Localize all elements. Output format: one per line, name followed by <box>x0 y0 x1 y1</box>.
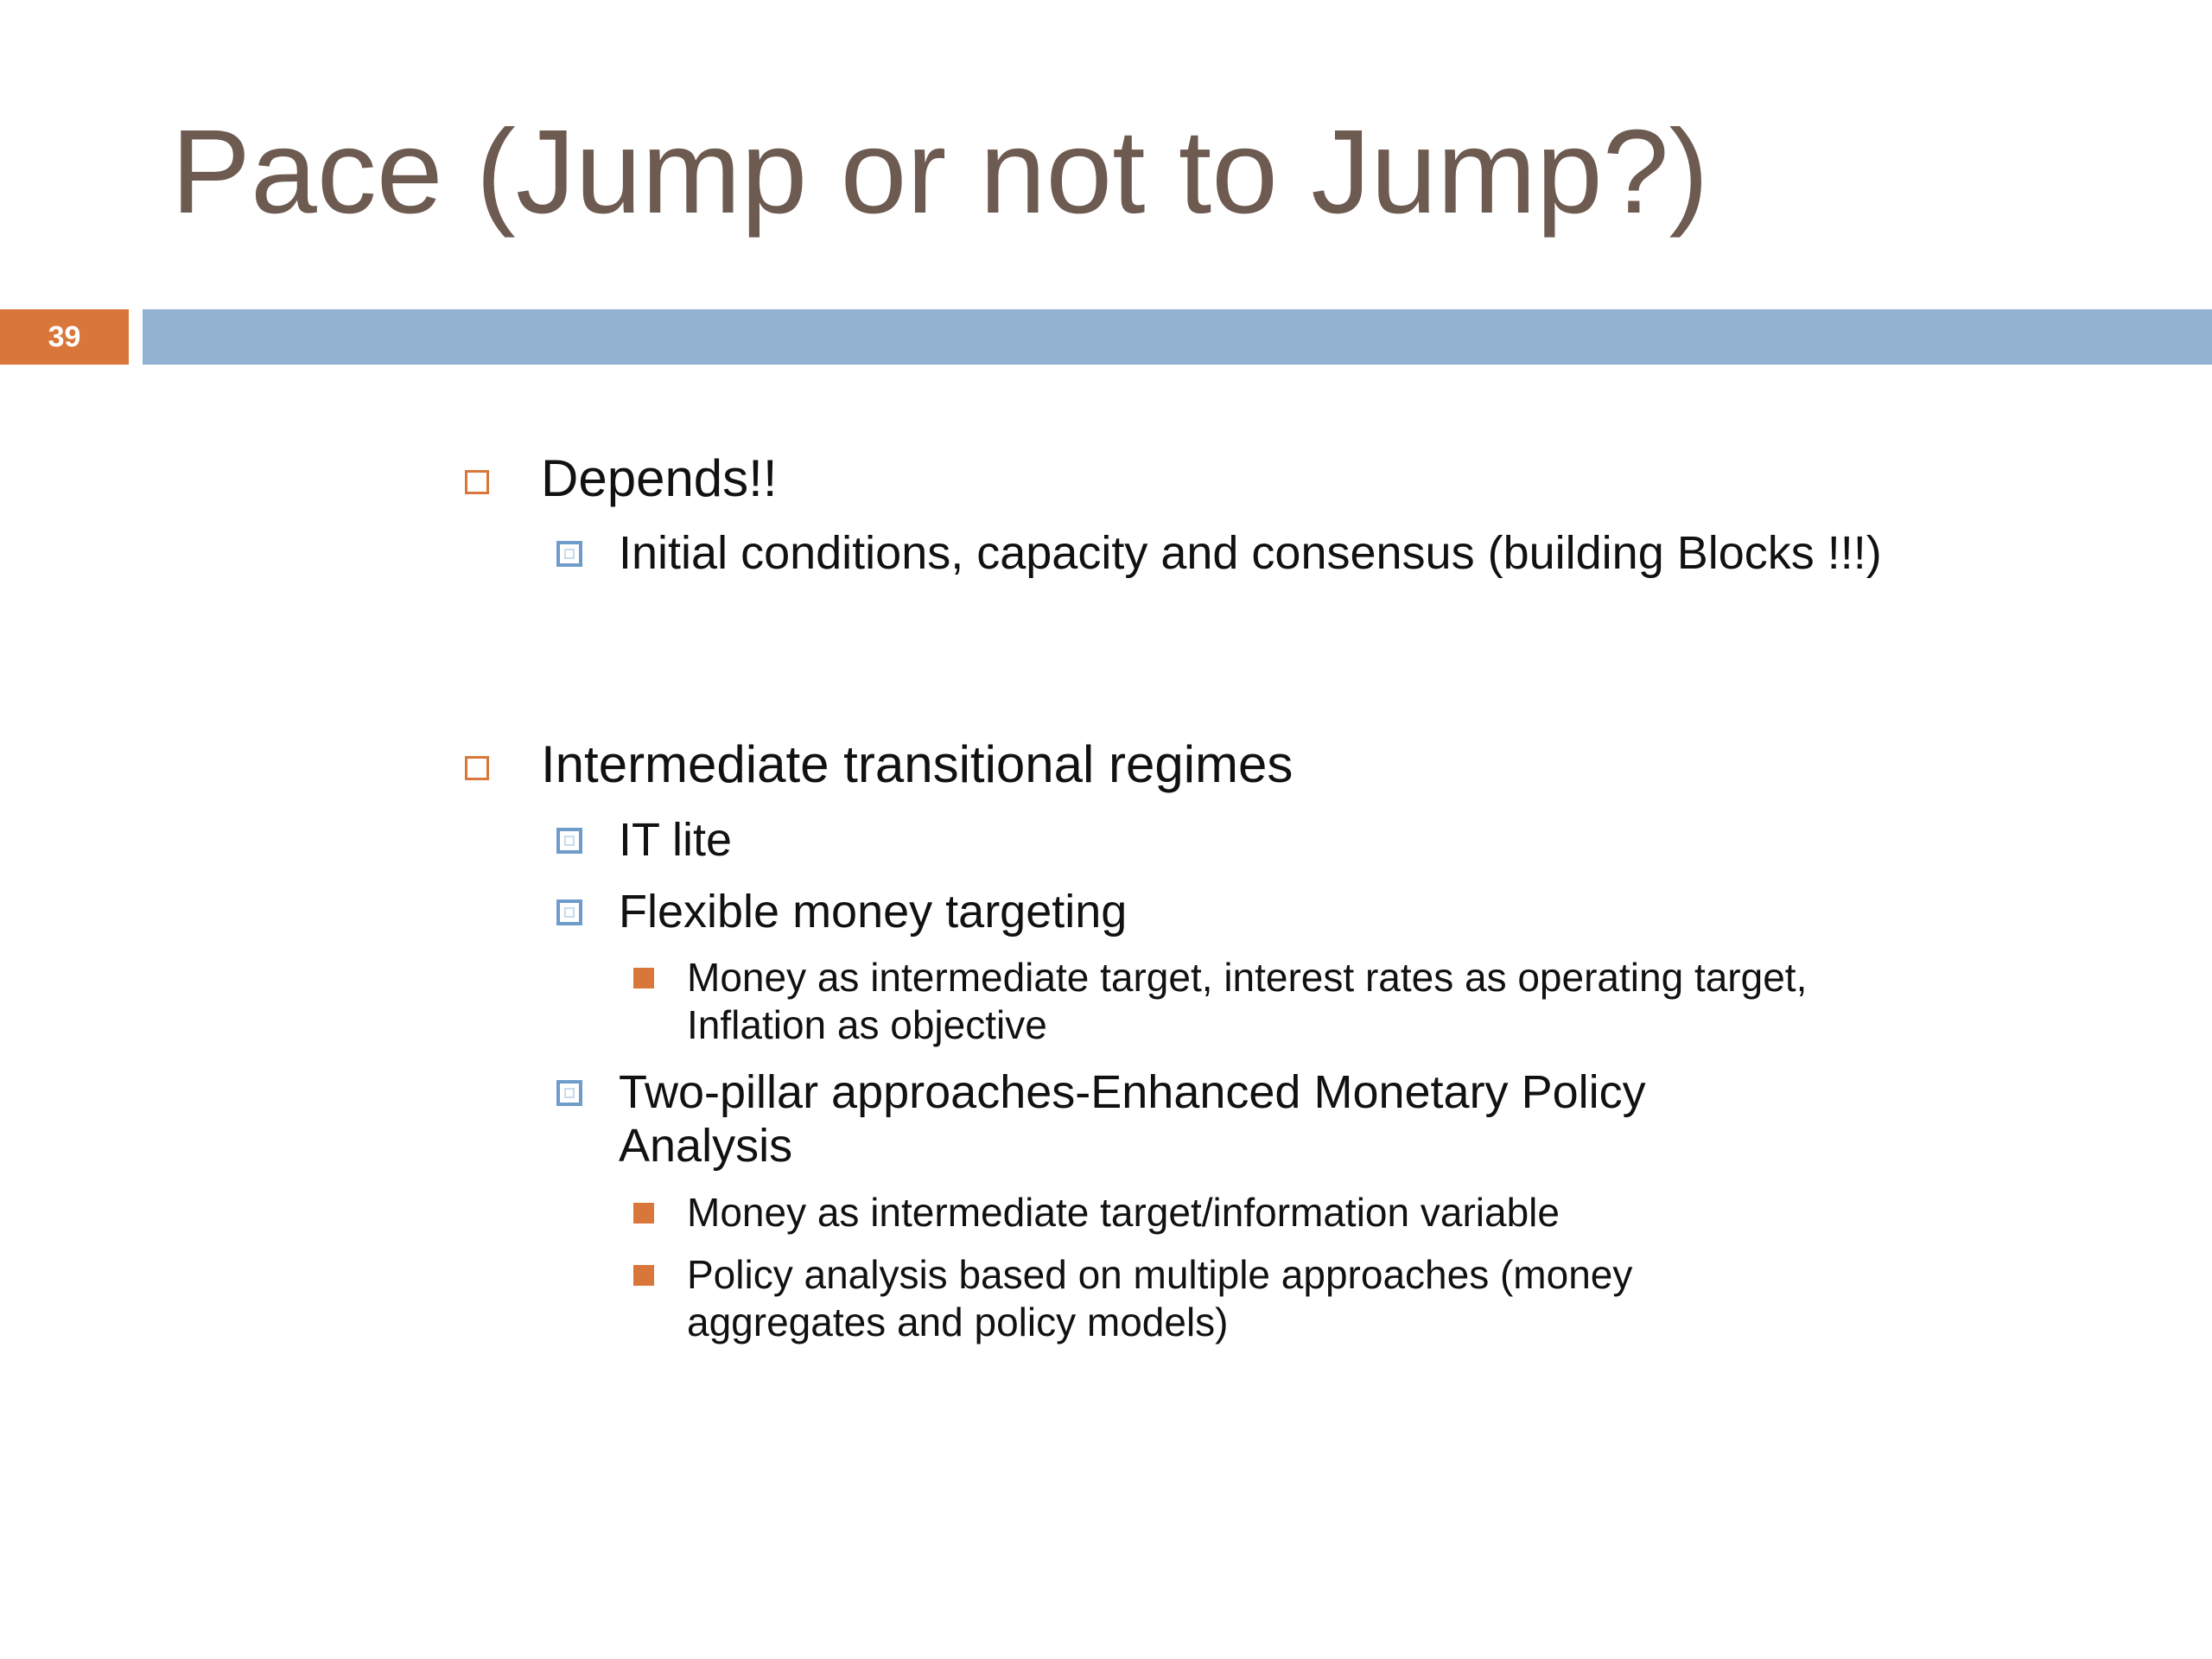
bullet-item <box>556 885 1870 938</box>
bullet-item <box>633 1189 1843 1236</box>
bullet-text: Two-pillar approaches-Enhanced Monetary Policy Analysis <box>619 1066 1646 1172</box>
bullet-text: Money as intermediate target/information variable <box>687 1190 1560 1235</box>
bullet-text: Money as intermediate target, interest rates as operating target, Inflation as objective <box>687 955 1808 1047</box>
bullet-text: IT lite <box>619 814 733 866</box>
filled-square-bullet-icon <box>633 1265 654 1286</box>
bullet-item <box>633 1251 1783 1346</box>
slide-title: Pace (Jump or not to Jump?) <box>171 105 1709 238</box>
page-number-badge: 39 <box>0 309 129 365</box>
bullet-text: Flexible money targeting <box>619 886 1128 938</box>
hollow-square-bullet-icon <box>465 470 489 494</box>
bullet-text: Depends!! <box>541 449 778 507</box>
bullet-item <box>633 954 1843 1049</box>
bullet-text: Policy analysis based on multiple approaches (money aggregates and policy models) <box>687 1252 1633 1344</box>
bullet-text: Intermediate transitional regimes <box>541 735 1294 793</box>
bullet-text: Initial conditions, capacity and consensus (building Blocks !!!) <box>619 527 1882 579</box>
bullet-item <box>465 737 1934 792</box>
square-bullet-icon <box>556 828 582 854</box>
bullet-item <box>556 813 1870 867</box>
bullet-item <box>556 526 1896 580</box>
bullet-item <box>465 451 1934 506</box>
square-bullet-icon <box>556 1080 582 1106</box>
bullet-item <box>556 1065 1766 1173</box>
square-bullet-icon <box>556 541 582 567</box>
filled-square-bullet-icon <box>633 968 654 988</box>
hollow-square-bullet-icon <box>465 756 489 780</box>
square-bullet-icon <box>556 899 582 925</box>
filled-square-bullet-icon <box>633 1203 654 1224</box>
